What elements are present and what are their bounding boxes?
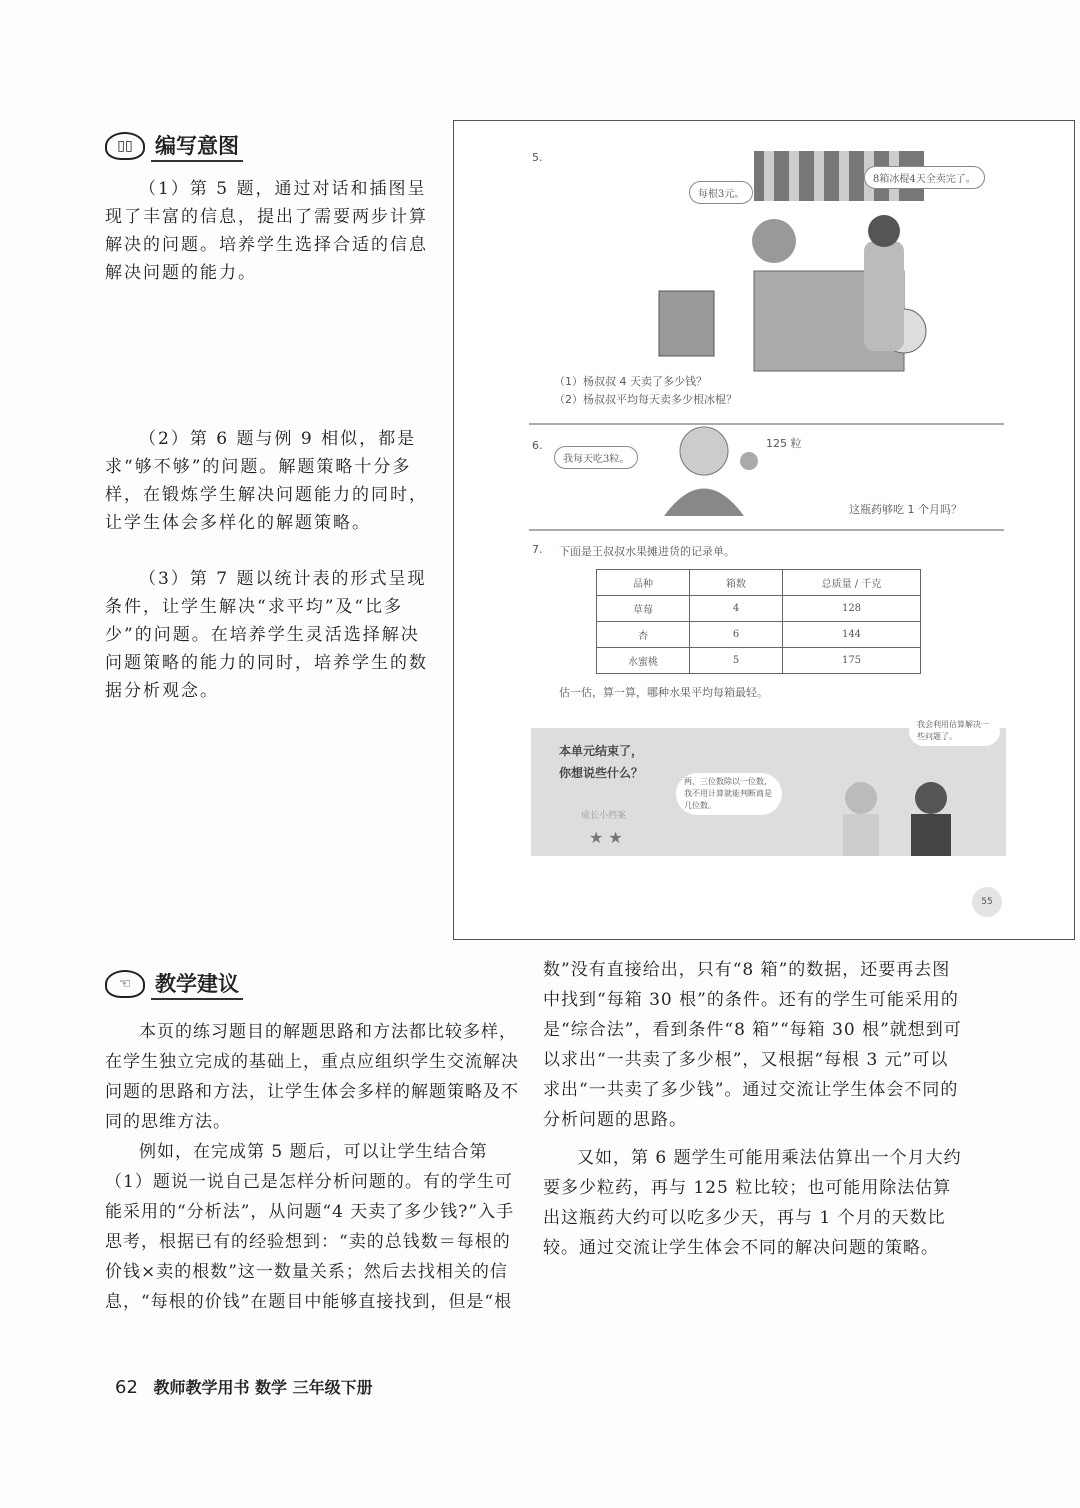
advice-right-column: 数”没有直接给出，只有“8 箱”的数据，还要再去图中找到“每箱 30 根”的条件。还有的学生可能采用的是“综合法”，看到条件“8 箱”“每箱 30 根”就想到可以求出“一共卖了多少根”，又根据“每根 3 元”可以求出“一共卖了多少钱”。通过交流让学生体会不同的分析问题的思路。 又如，第 6 题学生可能用乘法估算出一个月大约要多少粒药，再与 125 粒比较；也可能用除法估算出这瓶药大约可以吃多少天，再与 1 个月的天数比较。通过交流让学生体会不同的解决问题的策略。 — [543, 960, 962, 1258]
q7-question: 估一估，算一算，哪种水果平均每箱最轻。 — [559, 686, 768, 699]
page-footer — [115, 1375, 373, 1398]
q6-number: 6. — [532, 439, 543, 452]
textbook-excerpt — [453, 120, 1075, 940]
q7-number: 7. — [532, 543, 543, 556]
star-icons: ★ ★ — [589, 828, 623, 847]
table-row: 水蜜桃 5 175 — [597, 648, 921, 674]
bottle-label: 125 粒 — [766, 437, 802, 450]
fruit-table: 品种 箱数 总质量 / 千克 草莓 4 128 杏 6 144 水蜜桃 5 175 — [596, 569, 921, 674]
children-illustration — [831, 778, 981, 856]
summary-panel: 本单元结束了， 你想说些什么？ 成长小档案 ★ ★ 两、三位数除以一位数，我不用计算就能判断商是几位数。 — [531, 728, 1006, 856]
table-row: 杏 6 144 — [597, 622, 921, 648]
grandpa-speech-bubble: 我每天吃3粒。 — [554, 446, 638, 469]
boy-speech-bubble: 我会利用估算解决一些问题了。 — [909, 716, 1000, 746]
table-row: 草莓 4 128 — [597, 596, 921, 622]
q5-questions: （1）杨叔叔 4 天卖了多少钱？ （2）杨叔叔平均每天卖多少根冰棍？ — [554, 375, 737, 406]
girl-speech-bubble: 两、三位数除以一位数，我不用计算就能判断商是几位数。 — [676, 773, 782, 815]
book-title: 教师教学用书 数学 三年级下册 — [153, 1378, 373, 1397]
q6-question: 这瓶药够吃 1 个月吗？ — [849, 503, 962, 516]
intent-paragraph-3: （3）第 7 题以统计表的形式呈现条件，让学生解决“求平均”及“比多少”的问题。在培养学生灵活选择解决问题策略的能力的同时，培养学生的数据分析观念。 — [105, 569, 428, 701]
book-icon: ▯▯ — [105, 132, 145, 160]
textbook-page-number: 55 — [972, 887, 1002, 917]
intent-heading: ▯▯ 编写意图 — [105, 130, 243, 162]
advice-left-column: 本页的练习题目的解题思路和方法都比较多样，在学生独立完成的基础上，重点应组织学生交流解决问题的思路和方法，让学生体会多样的解题策略及不同的思维方法。 例如，在完成第 5 题后，可以让学生结合第（1）题说一说自己是怎样分析问题的。有的学生可能采用的“分析法”，从问题“4 天卖了多少钱?”入手思考，根据已有的经验想到：“卖的总钱数＝每根的价钱×卖的根数”这一数量关系；然后去找相关的信息，“每根的价钱”在题目中能够直接找到，但是“根 — [105, 1022, 519, 1312]
hand-icon: ☜ — [105, 970, 145, 998]
advice-heading: ☜ 教学建议 — [105, 968, 243, 1000]
divider — [529, 529, 1004, 531]
page-number: 62 — [115, 1377, 138, 1398]
q7-intro: 下面是王叔叔水果摊进货的记录单。 — [559, 545, 735, 558]
intent-paragraph-1: （1）第 5 题，通过对话和插图呈现了丰富的信息，提出了需要两步计算解决的问题。培养学生选择合适的信息解决问题的能力。 — [105, 179, 428, 283]
q5-number: 5. — [532, 151, 543, 164]
vendor-speech-bubble: 每根3元。 — [689, 181, 753, 204]
growth-archive-label: 成长小档案 — [581, 811, 627, 821]
grandpa-illustration — [654, 421, 774, 516]
intent-paragraph-2: （2）第 6 题与例 9 相似，都是求“够不够”的问题。解题策略十分多样，在锻炼学生解决问题能力的同时，让学生体会多样化的解题策略。 — [105, 429, 428, 533]
thought-bubble: 8箱冰棍4天全卖完了。 — [864, 166, 985, 189]
